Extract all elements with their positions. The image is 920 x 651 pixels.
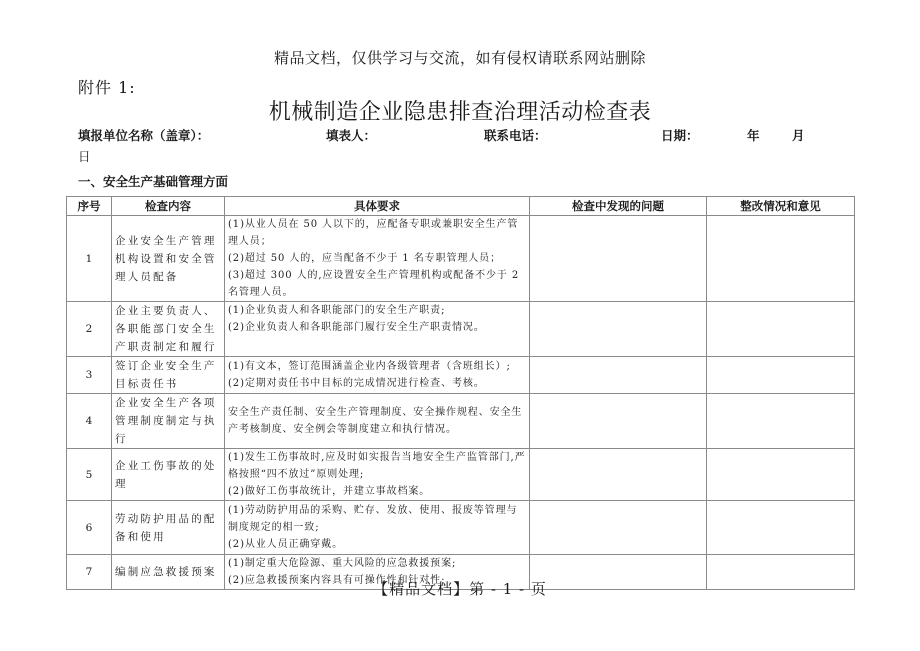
table-header-row — [67, 197, 855, 216]
requirement-line: (1)从业人员在 50 人以下的，应配备专职或兼职安全生产管理人员； — [228, 219, 519, 247]
requirement-line: (1)制定重大危险源、重大风险的应急救援预案; — [228, 558, 457, 569]
table-row — [67, 357, 855, 394]
requirements-cell — [225, 216, 530, 302]
requirement-line: (2)应急救援预案内容具有可操作性和针对性; — [228, 575, 446, 586]
document-title: 机械制造企业隐患排查治理活动检查表 — [268, 100, 652, 125]
issues-cell[interactable] — [530, 501, 707, 555]
rectification-cell[interactable] — [707, 449, 855, 501]
requirement-line: (1)企业负责人和各职能部门的安全生产职责; — [228, 305, 446, 316]
table-row — [67, 302, 855, 357]
row-number: 3 — [67, 357, 112, 394]
requirement-line: 安全生产责任制、安全生产管理制度、安全操作规程、安全生产考核制度、安全例会等制度建立和执行情况。 — [228, 407, 523, 435]
column-header-rectification: 整改情况和意见 — [707, 197, 855, 216]
requirement-line: (1)劳动防护用品的采购、贮存、发放、使用、报废等管理与制度规定的相一致; — [228, 505, 518, 533]
requirement-line: (2)做好工伤事故统计，并建立事故档案。 — [228, 486, 431, 497]
month-label: 月 — [792, 128, 805, 143]
requirements-cell — [225, 449, 530, 501]
check-item: 企业主要负责人、各职能部门安全生产职责制定和履行 — [112, 302, 225, 357]
attachment-label: 附件 1: — [78, 78, 136, 97]
day-label: 日 — [78, 149, 91, 164]
rectification-cell[interactable] — [707, 357, 855, 394]
requirements-cell — [225, 302, 530, 357]
issues-cell[interactable] — [530, 216, 707, 302]
row-number: 5 — [67, 449, 112, 501]
issues-cell[interactable] — [530, 394, 707, 449]
phone-label: 联系电话： — [484, 128, 547, 143]
column-header-requirements: 具体要求 — [225, 197, 530, 216]
rectification-cell[interactable] — [707, 302, 855, 357]
rectification-cell[interactable] — [707, 501, 855, 555]
check-item: 签订企业安全生产目标责任书 — [112, 357, 225, 394]
requirement-line: (2)超过 50 人的，应当配备不少于 1 名专职管理人员； — [228, 253, 501, 264]
row-number: 7 — [67, 555, 112, 590]
row-number: 2 — [67, 302, 112, 357]
column-header-item: 检查内容 — [112, 197, 225, 216]
page-footer: 【精品文档】第 - 1 - 页 — [373, 580, 547, 598]
requirements-cell — [225, 394, 530, 449]
table-row — [67, 501, 855, 555]
section-title: 一、安全生产基础管理方面 — [78, 174, 229, 189]
table-row — [67, 449, 855, 501]
issues-cell[interactable] — [530, 302, 707, 357]
table-row — [67, 216, 855, 302]
row-number: 1 — [67, 216, 112, 302]
column-header-num: 序号 — [67, 197, 112, 216]
check-item: 劳动防护用品的配备和使用 — [112, 501, 225, 555]
requirement-line: (2)从业人员正确穿戴。 — [228, 539, 343, 550]
unit-name-label: 填报单位名称（盖章）： — [78, 128, 210, 143]
column-header-issues: 检查中发现的问题 — [530, 197, 707, 216]
requirement-line: (1)发生工伤事故时,应及时如实报告当地安全生产监管部门,严格按照“四不放过”原则处理; — [228, 452, 526, 480]
check-item: 编制应急救援预案 — [112, 555, 225, 590]
watermark-text: 精品文档，仅供学习与交流，如有侵权请联系网站删除 — [273, 49, 646, 67]
row-number: 6 — [67, 501, 112, 555]
requirements-cell — [225, 501, 530, 555]
year-label: 年 — [747, 128, 760, 143]
requirement-line: (3)超过 300 人的,应设置安全生产管理机构或配备不少于 2 名管理人员。 — [228, 270, 520, 298]
issues-cell[interactable] — [530, 449, 707, 501]
row-number: 4 — [67, 394, 112, 449]
issues-cell[interactable] — [530, 357, 707, 394]
rectification-cell[interactable] — [707, 394, 855, 449]
filler-label: 填表人： — [326, 128, 377, 143]
rectification-cell[interactable] — [707, 216, 855, 302]
requirement-line: (1)有文本，签订范围涵盖企业内各级管理者（含班组长）; — [228, 361, 511, 372]
date-label: 日期： — [661, 128, 699, 143]
table-row — [67, 394, 855, 449]
check-item: 企业安全生产各项管理制度制定与执行 — [112, 394, 225, 449]
check-item: 企业安全生产管理机构设置和安全管理人员配备 — [112, 216, 225, 302]
requirement-line: (2)定期对责任书中目标的完成情况进行检查、考核。 — [228, 378, 485, 389]
requirements-cell — [225, 357, 530, 394]
check-item: 企业工伤事故的处理 — [112, 449, 225, 501]
requirement-line: (2)企业负责人和各职能部门履行安全生产职责情况。 — [228, 322, 485, 333]
inspection-table — [66, 196, 855, 590]
